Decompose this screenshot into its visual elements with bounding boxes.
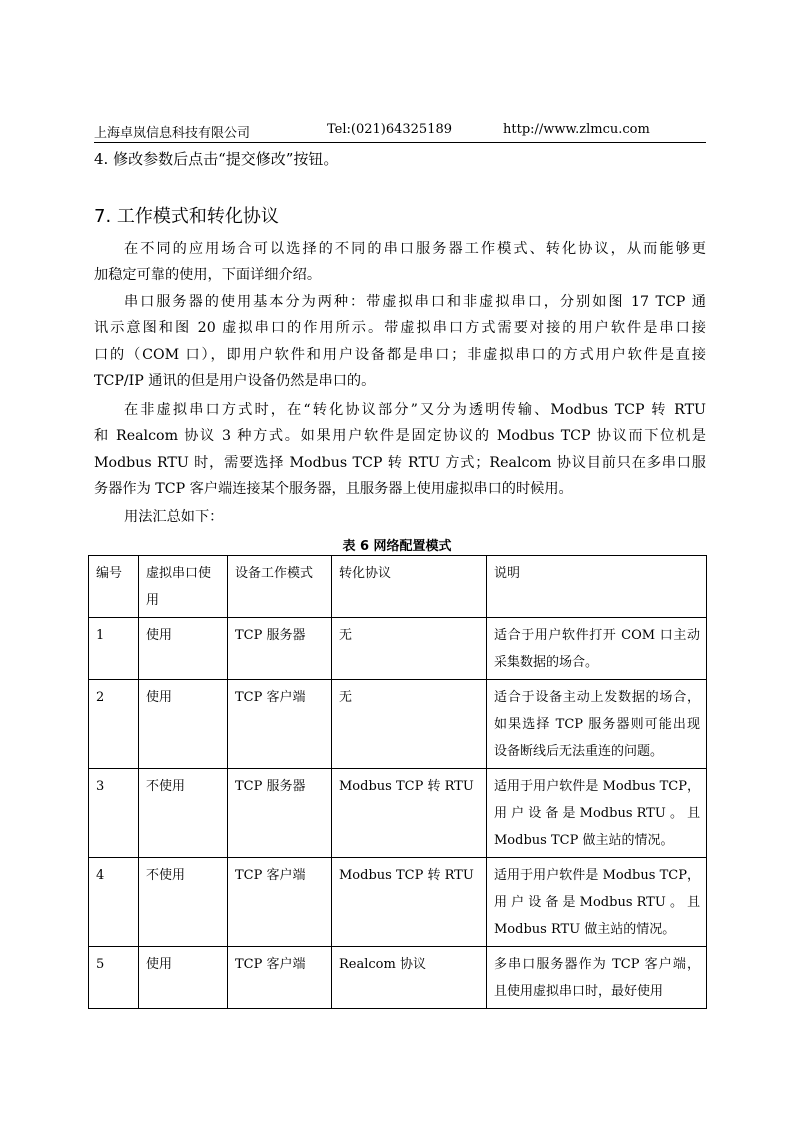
table-cell [139, 680, 228, 769]
paragraph-line: 讯示意图和图 20 虚拟串口的作用所示。带虚拟串口方式需要对接的用户软件是串口接 [94, 320, 706, 337]
cell-line: 使用 [146, 628, 173, 643]
cell-line: Modbus TCP 转 RTU [339, 779, 474, 794]
cell-line: 适用于用户软件是 Modbus TCP， [494, 868, 700, 883]
table-header-cell [487, 556, 707, 618]
cell-line: 无 [339, 690, 353, 705]
paragraph-line: 口的（COM 口），即用户软件和用户设备都是串口；非虚拟串口的方式用户软件是直接 [94, 346, 706, 363]
paragraph-line: 在不同的应用场合可以选择的不同的串口服务器工作模式、转化协议，从而能够更 [124, 241, 706, 257]
network-config-table [88, 555, 707, 1009]
cell-line: 用 [146, 593, 160, 608]
table-cell [89, 858, 139, 947]
cell-line: 设备断线后无法重连的问题。 [494, 744, 664, 759]
cell-line: 用 户 设 备 是 Modbus RTU 。 且 [494, 806, 700, 821]
step-4-text: 4. 修改参数后点击“提交修改”按钮。 [94, 150, 339, 168]
cell-line: 且使用虚拟串口时，最好使用 [494, 984, 664, 999]
table-cell [332, 680, 487, 769]
table-cell [332, 769, 487, 858]
cell-line: 4 [96, 868, 105, 883]
cell-line: 编号 [96, 566, 123, 581]
page-header [94, 120, 706, 143]
table-caption: 表 6 网络配置模式 [342, 539, 452, 554]
cell-line: Modbus RTU 做主站的情况。 [494, 922, 676, 937]
header-url: http://www.zlmcu.com [503, 122, 650, 137]
table-cell [487, 769, 707, 858]
table-cell [89, 947, 139, 1009]
paragraph-line: TCP/IP 通讯的但是用户设备仍然是串口的。 [94, 372, 376, 389]
cell-line: Modbus TCP 做主站的情况。 [494, 833, 674, 848]
table-cell [228, 858, 332, 947]
table-header-cell [139, 556, 228, 618]
cell-line: 不使用 [146, 868, 186, 883]
cell-line: 适合于设备主动上发数据的场合， [494, 690, 700, 705]
table-cell [487, 947, 707, 1009]
table-cell [487, 680, 707, 769]
cell-line: 采集数据的场合。 [494, 655, 599, 670]
table-cell [332, 947, 487, 1009]
paragraph-line: 和 Realcom 协议 3 种方式。如果用户软件是固定协议的 Modbus TCP 协议而下位机是 [94, 428, 706, 445]
header-tel: Tel:(021)64325189 [327, 122, 453, 137]
table-cell [332, 858, 487, 947]
paragraph-line: 串口服务器的使用基本分为两种：带虚拟串口和非虚拟串口，分别如图 17 TCP 通 [124, 294, 706, 310]
paragraph-line: 务器作为 TCP 客户端连接某个服务器，且服务器上使用虚拟串口的时候用。 [94, 480, 573, 497]
table-cell [139, 769, 228, 858]
table-cell [139, 618, 228, 680]
cell-line: TCP 客户端 [235, 690, 306, 705]
cell-line: TCP 服务器 [235, 779, 306, 794]
cell-line: 不使用 [146, 779, 186, 794]
header-company: 上海卓岚信息科技有限公司 [94, 126, 251, 141]
table-row [89, 618, 707, 680]
cell-line: 说明 [494, 566, 521, 581]
table-cell [139, 858, 228, 947]
table-row [89, 769, 707, 858]
table-cell [487, 858, 707, 947]
paragraph-3 [94, 397, 706, 502]
table-cell [228, 769, 332, 858]
cell-line: TCP 客户端 [235, 957, 306, 972]
paragraph-2 [94, 289, 706, 394]
cell-line: 使用 [146, 690, 173, 705]
cell-line: 适合于用户软件打开 COM 口主动 [494, 628, 700, 643]
cell-line: 5 [96, 957, 105, 972]
table-cell [228, 680, 332, 769]
paragraph-1 [94, 236, 706, 289]
cell-line: 无 [339, 628, 353, 643]
table-header-cell [332, 556, 487, 618]
paragraph-line: 在非虚拟串口方式时，在“转化协议部分”又分为透明传输、Modbus TCP 转 RTU [124, 402, 706, 418]
cell-line: TCP 服务器 [235, 628, 306, 643]
table-row [89, 858, 707, 947]
cell-line: 虚拟串口使 [146, 566, 212, 581]
table-cell [89, 618, 139, 680]
table-cell [89, 769, 139, 858]
cell-line: TCP 客户端 [235, 868, 306, 883]
cell-line: 适用于用户软件是 Modbus TCP， [494, 779, 700, 794]
table-row [89, 680, 707, 769]
cell-line: 1 [96, 628, 105, 643]
paragraph-line: Modbus RTU 时，需要选择 Modbus TCP 转 RTU 方式；Realcom 协议目前只在多串口服 [94, 454, 706, 471]
paragraph-line: 用法汇总如下： [124, 509, 224, 525]
cell-line: 2 [96, 690, 105, 705]
table-header-cell [228, 556, 332, 618]
table-cell [228, 947, 332, 1009]
table-header-cell [89, 556, 139, 618]
cell-line: Realcom 协议 [339, 957, 426, 972]
table-cell [332, 618, 487, 680]
cell-line: 多串口服务器作为 TCP 客户端， [494, 957, 700, 972]
paragraph-line: 加稳定可靠的使用，下面详细介绍。 [94, 267, 322, 284]
table-cell [89, 680, 139, 769]
table-header-row [89, 556, 707, 618]
paragraph-4 [94, 504, 706, 530]
table-cell [228, 618, 332, 680]
cell-line: 用 户 设 备 是 Modbus RTU 。 且 [494, 895, 700, 910]
table-row [89, 947, 707, 1009]
table-cell [139, 947, 228, 1009]
cell-line: 3 [96, 779, 105, 794]
cell-line: 使用 [146, 957, 173, 972]
cell-line: 如果选择 TCP 服务器则可能出现 [494, 717, 700, 732]
cell-line: 转化协议 [339, 566, 392, 581]
cell-line: 设备工作模式 [235, 566, 314, 581]
section-title: 7. 工作模式和转化协议 [94, 206, 279, 227]
table-cell [487, 618, 707, 680]
cell-line: Modbus TCP 转 RTU [339, 868, 474, 883]
